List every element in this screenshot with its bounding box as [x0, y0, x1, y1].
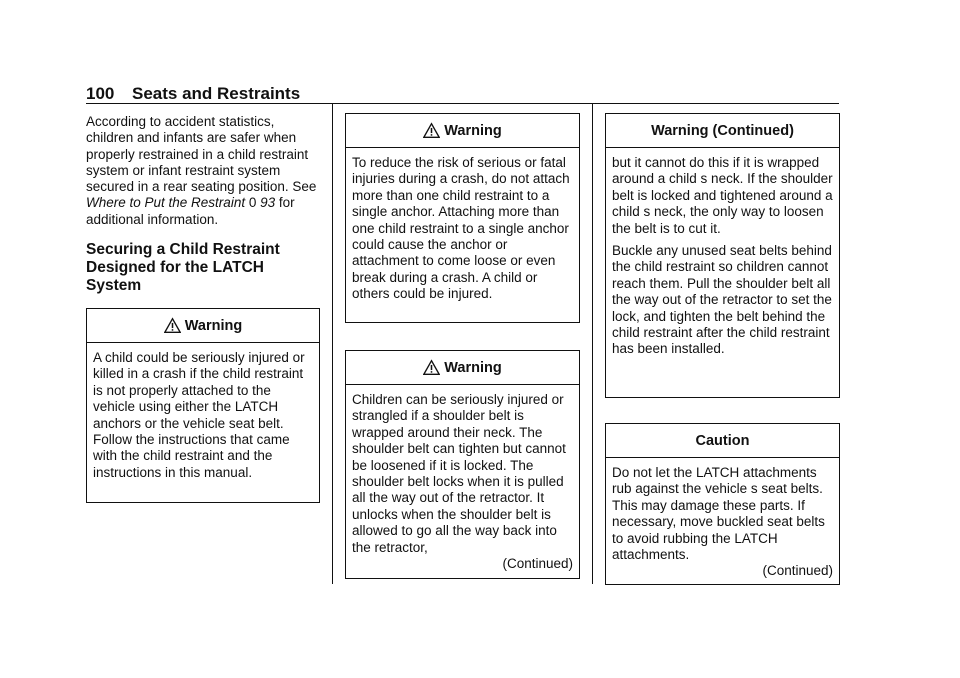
warning-triangle-icon — [164, 317, 181, 334]
warning-title: Warning — [444, 359, 502, 376]
page-header — [86, 84, 300, 104]
warning-box-latch — [86, 308, 320, 503]
warning-header — [87, 309, 319, 343]
caution-box — [605, 423, 840, 585]
warning-continued-title: Warning (Continued) — [651, 122, 794, 139]
warning-header — [346, 351, 579, 385]
column-1 — [86, 114, 319, 309]
cross-reference-link[interactable]: Where to Put the Restraint — [86, 195, 246, 211]
ref-page[interactable]: 93 — [260, 195, 276, 211]
header-rule — [86, 103, 839, 104]
warning-text: Children can be seriously injured or strangled if a shoulder belt is wrapped around their neck. The shoulder belt can tighten but cannot be loosened if it is locked. The shoulder belt locks when it is pulled all the way out of the retractor. It unlocks when the shoulder belt is allowed to go all the way back into the retractor, — [352, 392, 566, 555]
caution-text: Do not let the LATCH attachments rub against the vehicle s seat belts. This may damage these parts. If necessary, move buckled seat belts to avoid rubbing the LATCH attachments. — [612, 465, 825, 563]
warning-paragraph: Buckle any unused seat belts behind the child restraint so children cannot reach them. Pull the shoulder belt all the way out of the retractor to set the lock, and tighten the belt behind the child restraint after the child restraint has been installed. — [612, 243, 832, 357]
warning-body — [346, 148, 579, 303]
continued-label: (Continued) — [502, 556, 573, 572]
warning-triangle-icon — [423, 122, 440, 139]
warning-paragraph: but it cannot do this if it is wrapped around a child s neck. If the shoulder belt is locked and tightened around a child s neck, the only way to loosen the belt is to cut it. — [612, 155, 833, 236]
warning-box-shoulder-belt — [345, 350, 580, 579]
warning-continued-body — [606, 148, 839, 358]
section-title: Securing a Child Restraint Designed for the LATCH System — [86, 241, 280, 295]
intro-text: According to accident statistics, children and infants are safer when properly restrained in a child restraint system or infant restraint system secured in a rear seating position. See — [86, 114, 317, 195]
continued-label: (Continued) — [762, 563, 833, 579]
warning-body — [87, 343, 319, 481]
warning-continued-header — [606, 114, 839, 148]
warning-triangle-icon — [423, 359, 440, 376]
warning-body — [346, 385, 579, 572]
intro-paragraph — [86, 114, 319, 228]
page-number: 100 — [86, 84, 115, 103]
warning-text: To reduce the risk of serious or fatal injuries during a crash, do not attach more than one child restraint to a single anchor. Attaching more than one child restraint to a single anchor could cause the anchor or attachment to come loose or even break during a crash. A child or others could be injured. — [352, 155, 570, 302]
warning-box-anchor — [345, 113, 580, 323]
warning-header — [346, 114, 579, 148]
caution-body — [606, 458, 839, 580]
warning-continued-box — [605, 113, 840, 398]
column-divider-2 — [592, 104, 593, 584]
column-divider-1 — [332, 104, 333, 584]
ref-arrow: 0 — [248, 195, 257, 211]
warning-text: A child could be seriously injured or killed in a crash if the child restraint is not properly attached to the vehicle using either the LATCH anchors or the vehicle seat belt. Follow the instructions that came with the child restraint and the instructions in this manual. — [93, 350, 305, 480]
warning-title: Warning — [444, 122, 502, 139]
warning-title: Warning — [184, 317, 243, 334]
caution-header — [606, 424, 839, 458]
section-name: Seats and Restraints — [132, 84, 301, 103]
intro-text-after: for additional information. — [86, 195, 295, 227]
caution-title: Caution — [695, 432, 750, 449]
